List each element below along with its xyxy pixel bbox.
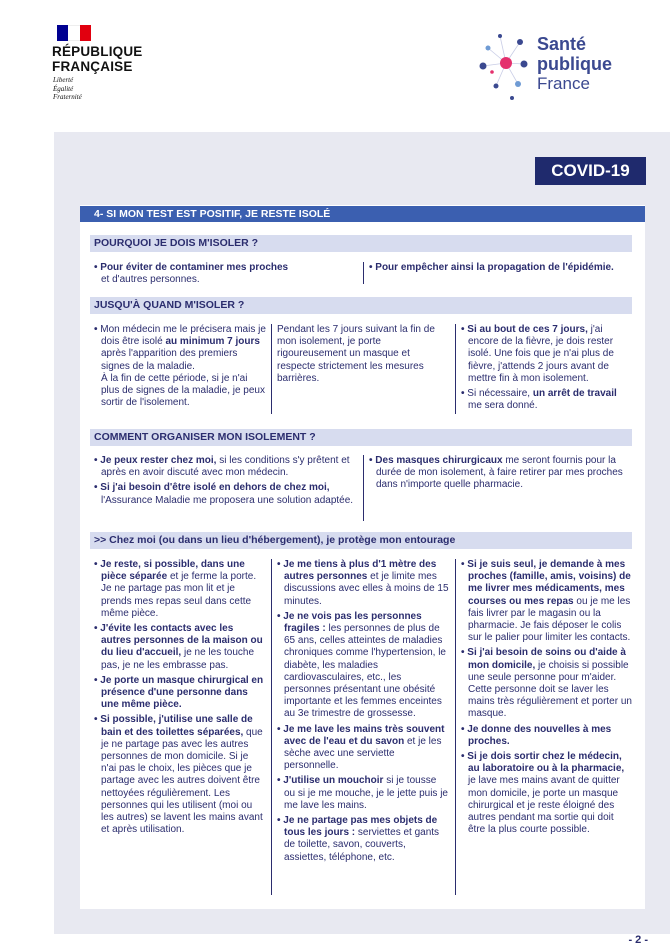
until-when-col2: Pendant les 7 jours suivant la fin de mon isolement, je porte rigoureusement un masque et respecte strictement les mesures barrières. [277,324,435,384]
protect-household-title: >> Chez moi (ou dans un lieu d'hébergement), je protège mon entourage [90,532,632,549]
page-number: - 2 - [628,934,648,946]
divider [363,262,364,284]
why-right-text: • Pour empêcher ainsi la propagation de l'épidémie. [369,262,634,274]
protect-col2 [277,559,449,867]
covid-badge: COVID-19 [535,157,646,185]
divider [455,559,456,895]
why-left-text: • Pour éviter de contaminer mes proches et d'autres personnes. [94,262,359,286]
list-item: • Je reste, si possible, dans une pièce séparée et je ferme la porte. Je ne partage pas mon lit et je prends mes repas seul dans cette même pièce. [94,559,264,620]
list-item: • Je ne partage pas mes objets de tous les jours : serviettes et gants de toilette, savon, couverts, assiettes, téléphone, etc. [277,815,449,864]
how-organize-left: • Je peux rester chez moi, si les conditions s'y prêtent et après en avoir discuté avec mon médecin. • Si j'ai besoin d'être isolé en dehors de chez moi, l'Assurance Maladie me proposera une solution adaptée. [94,455,356,507]
list-item: • J'utilise un mouchoir si je tousse ou si je me mouche, je le jette puis je me lave les mains. [277,775,449,812]
divider [455,324,456,414]
protect-col3 [461,559,633,839]
list-item: • J'évite les contacts avec les autres personnes de la maison ou du lieu d'accueil, je ne les touche pas, je ne les embrasse pas. [94,623,264,672]
page-header [0,0,670,132]
list-item: • Je porte un masque chirurgical en présence d'une personne dans une même pièce. [94,675,264,712]
republic-motto: Liberté Égalité Fraternité [53,76,82,101]
until-when-col3: • Si au bout de ces 7 jours, j'ai encore de la fièvre, je dois rester isolé. Une fois que je n'ai plus de fièvre, j'attends 2 jours avant de mettre fin à mon isolement. • Si nécessaire, un arrêt de travail me sera donné. [461,324,633,412]
protect-col1 [94,559,264,839]
list-item: • Je me lave les mains très souvent avec de l'eau et du savon et je les sèche avec une serviette personnelle. [277,724,449,773]
divider [271,324,272,414]
french-flag-icon [57,25,91,41]
list-item: • Si possible, j'utilise une salle de bain et des toilettes séparées, que je ne partage pas avec les autres personnes de mon domicile. Si je n'ai pas le choix, les pièces que je partage avec les autres doivent être nettoyées régulièrement. Les personnes qui les utilisent (moi ou les autres) se lavent les mains avant et après utilisation. [94,714,264,836]
section-title: 4- SI MON TEST EST POSITIF, JE RESTE ISOLÉ [80,206,645,222]
question-why-isolate: POURQUOI JE DOIS M'ISOLER ? [90,235,632,252]
question-how-organize: COMMENT ORGANISER MON ISOLEMENT ? [90,429,632,446]
list-item: • Si je dois sortir chez le médecin, au laboratoire ou à la pharmacie, je lave mes mains avant de quitter mon domicile, je porte un masque chirurgical et je reste éloigné des autres pendant ma sortie qui doit être la plus courte possible. [461,751,633,836]
list-item: • Si je suis seul, je demande à mes proches (famille, amis, voisins) de me livrer mes médicaments, mes courses ou mes repas ou je me les fais livrer par le magasin ou la pharmacie. Je fais déposer le colis sur le palier pour limiter les contacts. [461,559,633,644]
list-item: • Je donne des nouvelles à mes proches. [461,724,633,748]
until-when-col1: • Mon médecin me le précisera mais je dois être isolé au minimum 7 jours après l'apparition des premiers signes de la maladie. À la fin de cette période, si je n'ai plus de signes de la maladie, je peux sortir de l'isolement. [94,324,266,409]
question-until-when: JUSQU'À QUAND M'ISOLER ? [90,297,632,314]
divider [363,455,364,521]
divider [271,559,272,895]
how-organize-right: • Des masques chirurgicaux me seront fournis pour la durée de mon isolement, à faire retirer par mes proches dans n'importe quelle pharmacie. [369,455,631,492]
list-item: • Je me tiens à plus d'1 mètre des autres personnes et je limite mes discussions avec elles à moins de 15 minutes. [277,559,449,608]
sante-publique-france-wordmark: Santé publique France [537,34,612,93]
list-item: • Je ne vois pas les personnes fragiles : les personnes de plus de 65 ans, celles atteintes de maladies chroniques comme l'hypertension, le diabète, les maladies cardiovasculaires, etc., les personnes présentant une obésité importante et les femmes enceintes au 3e trimestre de grossesse. [277,611,449,721]
list-item: • Si j'ai besoin de soins ou d'aide à mon domicile, je choisis si possible une seule personne pour m'aider. Cette personne doit se laver les mains très régulièrement et porter un masque. [461,647,633,720]
republique-francaise-logo: RÉPUBLIQUE FRANÇAISE [52,44,143,74]
